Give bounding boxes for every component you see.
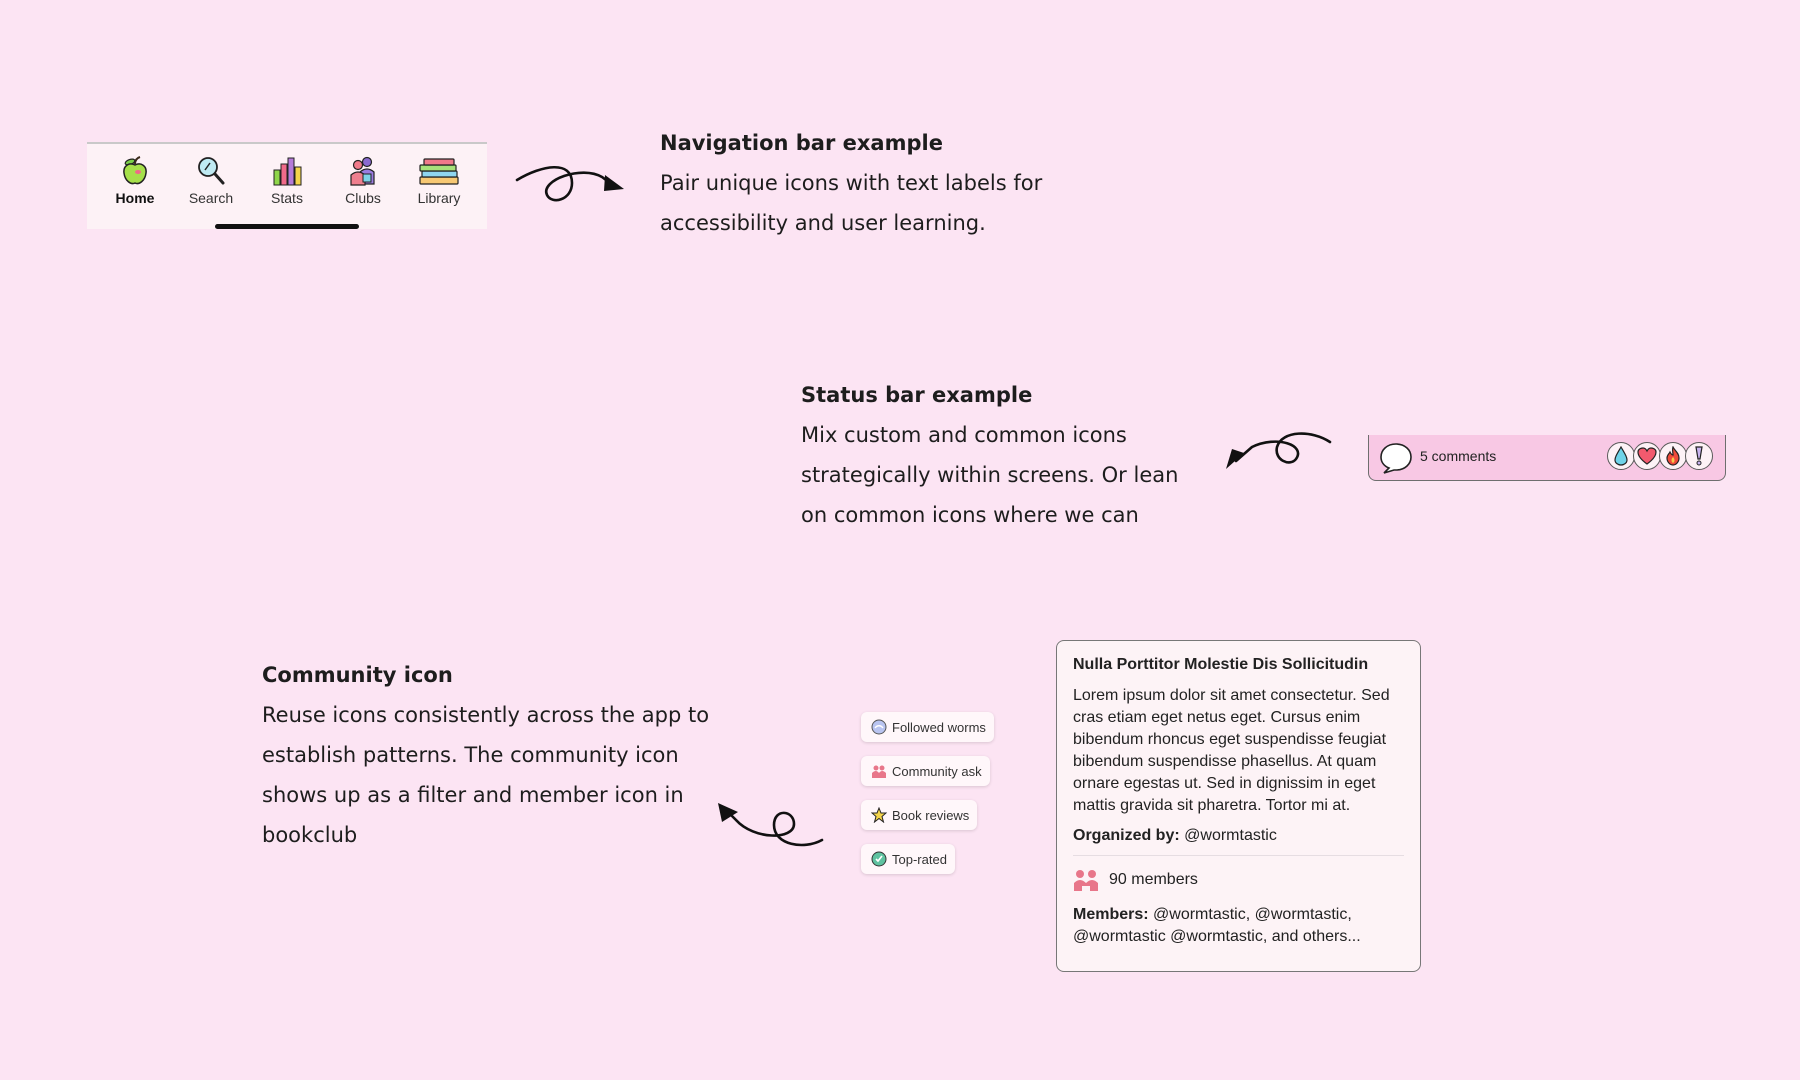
- books-icon: [417, 156, 461, 186]
- club-description: Lorem ipsum dolor sit amet consectetur. Sed cras etiam eget netus eget. Cursus enim bibendum rhoncus eget suspendisse feugiat bibendum suspendisse phasellus. At quam ornare egestas ut. Sed in dignissim in eget mattis gravida sit pharetra. Tortor mi at.: [1073, 687, 1390, 814]
- comment-count[interactable]: 5 comments: [1420, 448, 1497, 464]
- drop-icon[interactable]: [1607, 442, 1635, 470]
- apple-icon: [119, 156, 151, 186]
- status-bar: [1368, 435, 1726, 481]
- nav-item-search[interactable]: [173, 156, 249, 206]
- note-title: Navigation bar example: [660, 131, 943, 155]
- chip-label: Followed worms: [892, 719, 986, 735]
- comment-bubble-icon[interactable]: [1379, 441, 1413, 475]
- squiggle-arrow-icon: [512, 155, 627, 215]
- nav-item-home[interactable]: [97, 156, 173, 206]
- note-body: Mix custom and common icons strategically within screens. Or lean on common icons where we can: [801, 423, 1179, 527]
- filter-chip-book-reviews[interactable]: [861, 800, 977, 830]
- reaction-group: [1609, 442, 1713, 470]
- members-label: Members:: [1073, 906, 1149, 923]
- nav-label: Clubs: [345, 190, 381, 206]
- community-icon: [347, 156, 379, 186]
- organizer-label: Organized by:: [1073, 827, 1180, 844]
- note-title: Status bar example: [801, 383, 1033, 407]
- badge-icon: [871, 851, 887, 867]
- filter-chip-community-ask[interactable]: [861, 756, 990, 786]
- squiggle-arrow-icon: [714, 800, 826, 850]
- nav-item-library[interactable]: [401, 156, 477, 206]
- community-icon: [1073, 868, 1099, 892]
- club-title: Nulla Porttitor Molestie Dis Sollicitudin: [1073, 656, 1369, 673]
- nav-label: Search: [188, 190, 234, 206]
- nav-item-clubs[interactable]: [325, 156, 401, 206]
- magnifier-icon: [195, 156, 227, 186]
- navigation-note: [660, 123, 1140, 243]
- members-names: @wormtastic, @wormtastic, @wormtastic @wormtastic, and others...: [1073, 906, 1361, 945]
- fire-icon[interactable]: [1659, 442, 1687, 470]
- note-body: Reuse icons consistently across the app to establish patterns. The community icon shows up as a filter and member icon in bookclub: [262, 703, 710, 847]
- book-club-card[interactable]: [1056, 640, 1421, 972]
- status-note: [801, 375, 1211, 535]
- club-organizer: [1073, 827, 1404, 856]
- exclamation-icon[interactable]: [1685, 442, 1713, 470]
- nav-label: Home: [115, 190, 155, 206]
- chip-label: Book reviews: [892, 807, 970, 823]
- community-icon: [871, 763, 887, 779]
- filter-chip-top-rated[interactable]: [861, 844, 955, 874]
- note-title: Community icon: [262, 663, 453, 687]
- organizer-name[interactable]: @wormtastic: [1184, 827, 1277, 844]
- squiggle-arrow-icon: [1222, 425, 1337, 485]
- nav-label: Library: [417, 190, 461, 206]
- member-count-row: [1073, 868, 1404, 892]
- star-icon: [871, 807, 887, 823]
- member-count: 90 members: [1109, 871, 1198, 888]
- filter-chip-followed-worms[interactable]: [861, 712, 994, 742]
- chip-label: Top-rated: [892, 851, 947, 867]
- bar-chart-icon: [271, 156, 303, 186]
- home-indicator: [215, 224, 359, 229]
- worm-icon: [871, 719, 887, 735]
- nav-label: Stats: [271, 190, 303, 206]
- nav-item-stats[interactable]: [249, 156, 325, 206]
- note-body: Pair unique icons with text labels for accessibility and user learning.: [660, 171, 1043, 235]
- community-note: [262, 655, 732, 855]
- members-list: [1073, 904, 1404, 948]
- heart-icon[interactable]: [1633, 442, 1661, 470]
- navigation-bar: [87, 142, 487, 229]
- chip-label: Community ask: [892, 763, 982, 779]
